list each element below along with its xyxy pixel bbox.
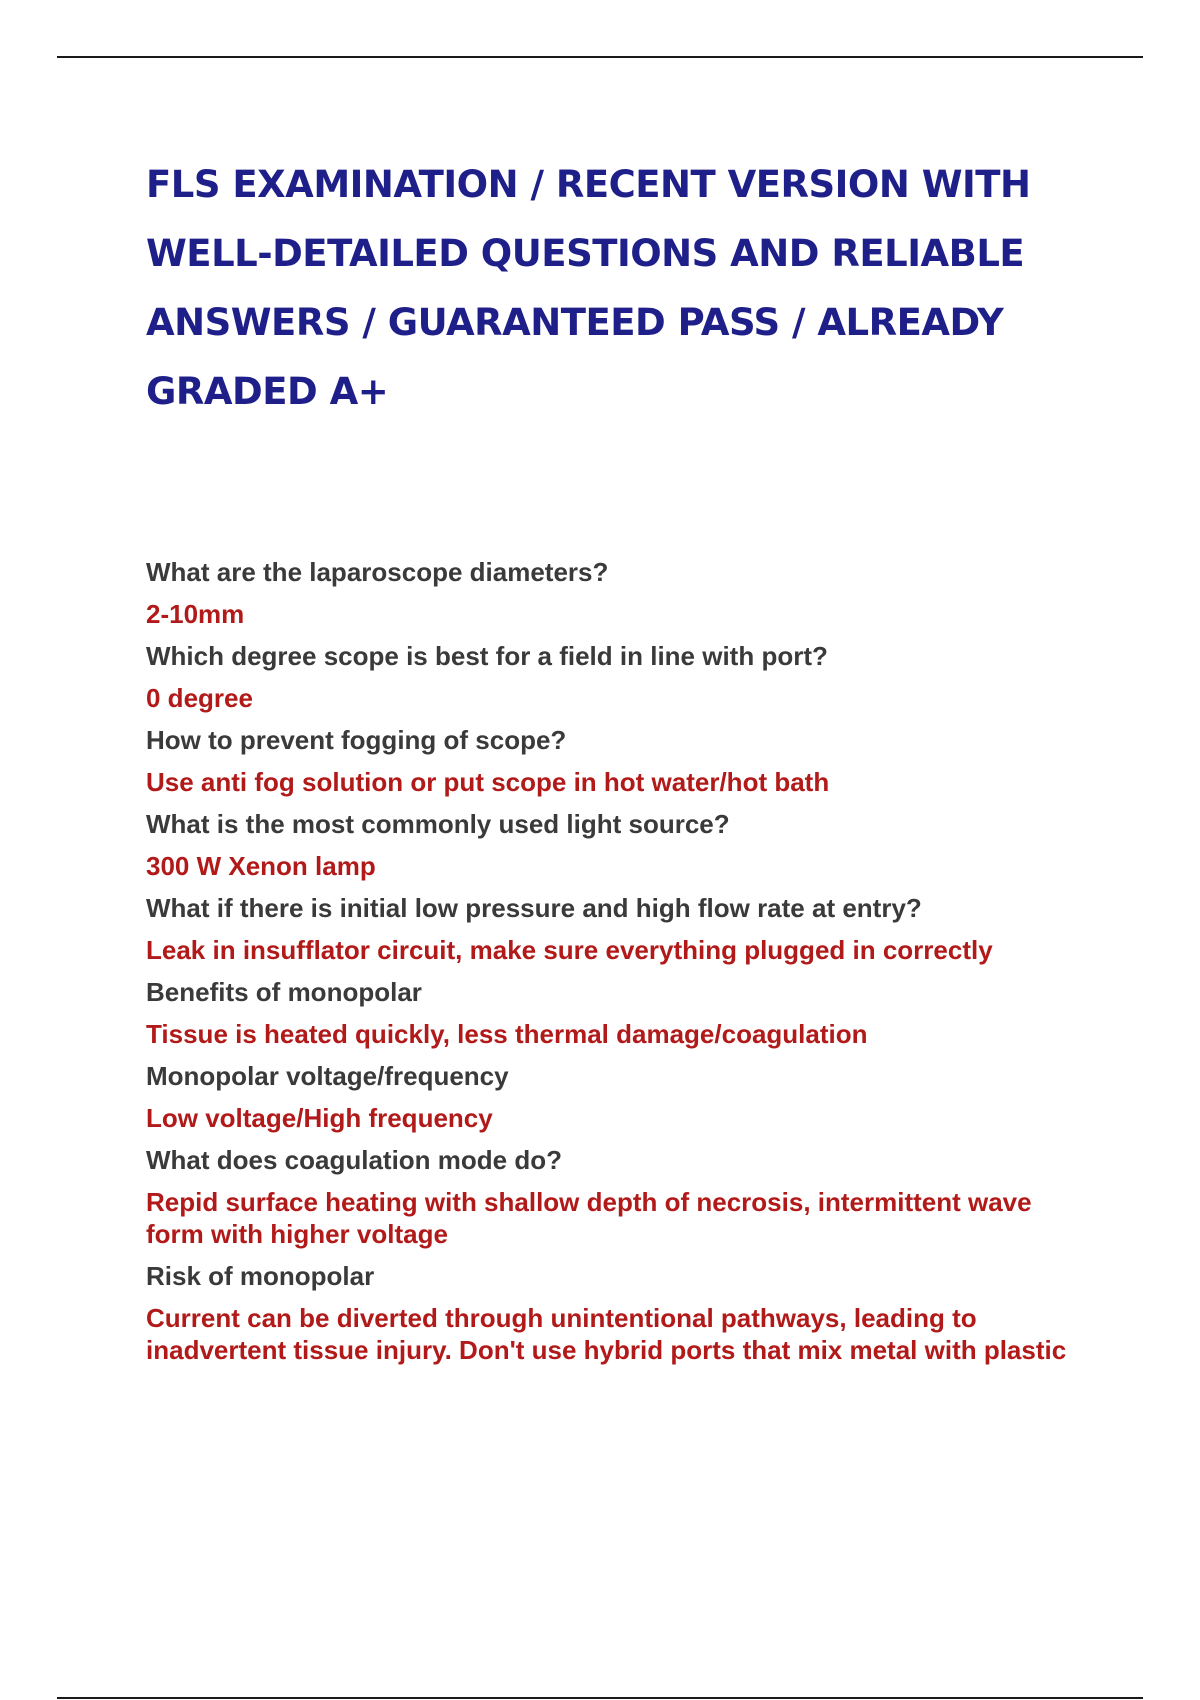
- answer-text: Use anti fog solution or put scope in hot water/hot bath: [146, 767, 830, 797]
- answer-text: Tissue is heated quickly, less thermal damage/coagulation: [146, 1019, 868, 1049]
- answer-text: Current can be diverted through unintentional pathways, leading to inadvertent tissue injury. Don't use hybrid ports that mix metal with plastic: [146, 1303, 1067, 1365]
- qa-item: [146, 892, 1076, 966]
- qa-item: [146, 1060, 1076, 1134]
- bottom-divider: [57, 1697, 1143, 1699]
- qa-list: [146, 556, 1076, 1376]
- qa-item: [146, 808, 1076, 882]
- answer-text: Repid surface heating with shallow depth of necrosis, intermittent wave form with higher voltage: [146, 1187, 1032, 1249]
- answer-text: 2-10mm: [146, 599, 245, 629]
- question-text: Which degree scope is best for a field in line with port?: [146, 641, 828, 671]
- top-divider: [57, 56, 1143, 58]
- answer-text: 0 degree: [146, 683, 253, 713]
- qa-item: [146, 1144, 1076, 1250]
- document-title: FLS EXAMINATION / RECENT VERSION WITH WELL-DETAILED QUESTIONS AND RELIABLE ANSWERS / GUARANTEED PASS / ALREADY GRADED A+: [146, 163, 1031, 413]
- answer-text: Leak in insufflator circuit, make sure everything plugged in correctly: [146, 935, 993, 965]
- question-text: What does coagulation mode do?: [146, 1145, 562, 1175]
- question-text: Risk of monopolar: [146, 1261, 375, 1291]
- question-text: What are the laparoscope diameters?: [146, 557, 609, 587]
- qa-item: [146, 1260, 1076, 1366]
- question-text: How to prevent fogging of scope?: [146, 725, 567, 755]
- question-text: Benefits of monopolar: [146, 977, 422, 1007]
- question-text: What is the most commonly used light source?: [146, 809, 730, 839]
- question-text: What if there is initial low pressure and high flow rate at entry?: [146, 893, 922, 923]
- qa-item: [146, 976, 1076, 1050]
- qa-item: [146, 640, 1076, 714]
- answer-text: 300 W Xenon lamp: [146, 851, 376, 881]
- qa-item: [146, 724, 1076, 798]
- question-text: Monopolar voltage/frequency: [146, 1061, 509, 1091]
- answer-text: Low voltage/High frequency: [146, 1103, 493, 1133]
- qa-item: [146, 556, 1076, 630]
